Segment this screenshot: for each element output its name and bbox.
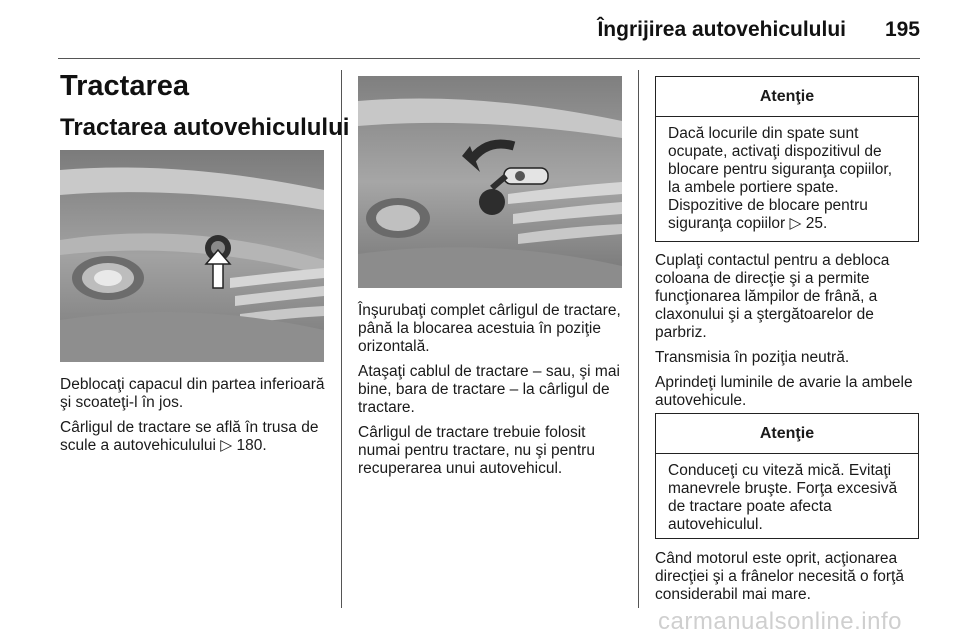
section-title: Tractarea [60, 70, 189, 102]
warning-body: Conduceţi cu viteză mică. Evitaţi manevrele bruşte. Forţa excesivă de tractare poate afecta autovehiculul. [668, 462, 898, 533]
warning-body: Dacă locurile din spate sunt ocupate, activaţi dispozitivul de blocare pentru siguranţa copiilor, la ambele portiere spate. Dispozitive de blocare pentru siguranţa copiilor ▷ 25. [668, 125, 893, 232]
paragraph: Aprindeţi luminile de avarie la ambele autovehicule. [655, 374, 913, 409]
column3-text-b [655, 550, 923, 611]
header-rule [58, 58, 920, 59]
paragraph: Cârligul de tractare se află în trusa de scule a autovehiculului ▷ 180. [60, 419, 319, 454]
column3-text-a [655, 252, 923, 417]
header-title: Îngrijirea autovehiculului [597, 18, 846, 41]
paragraph: Deblocaţi capacul din partea inferioară şi scoateţi-l în jos. [60, 376, 325, 411]
paragraph: Ataşaţi cablul de tractare – sau, şi mai bine, bara de tractare – la cârligul de tractare. [358, 363, 620, 416]
watermark: carmanualsonline.info [658, 608, 902, 635]
subsection-title: Tractarea autovehiculului [60, 114, 350, 141]
tow-hook-photo [358, 76, 622, 288]
column2-text [358, 302, 628, 485]
column1-text [60, 376, 330, 462]
column-divider-2 [638, 70, 639, 608]
warning-box-towing-speed [655, 413, 919, 539]
paragraph: Înşurubaţi complet cârligul de tractare, până la blocarea acestuia în poziţie orizontală. [358, 302, 621, 355]
paragraph: Transmisia în poziţia neutră. [655, 349, 850, 366]
paragraph: Cuplaţi contactul pentru a debloca coloana de direcţie şi a permite funcţionarea lămpilor de frână, a claxonului şi a ştergătoarelor de parbriz. [655, 252, 890, 341]
bumper-cover-photo [60, 150, 324, 362]
paragraph: Când motorul este oprit, acţionarea direcţiei şi a frânelor necesită o forţă considerabil mai mare. [655, 550, 904, 603]
column-divider-1 [341, 70, 342, 608]
page-number: 195 [884, 18, 920, 41]
warning-title: Atenţie [656, 414, 918, 454]
warning-title: Atenţie [656, 77, 918, 117]
paragraph: Cârligul de tractare trebuie folosit numai pentru tractare, nu şi pentru recuperarea unui autovehicul. [358, 424, 595, 477]
warning-box-child-locks [655, 76, 919, 242]
